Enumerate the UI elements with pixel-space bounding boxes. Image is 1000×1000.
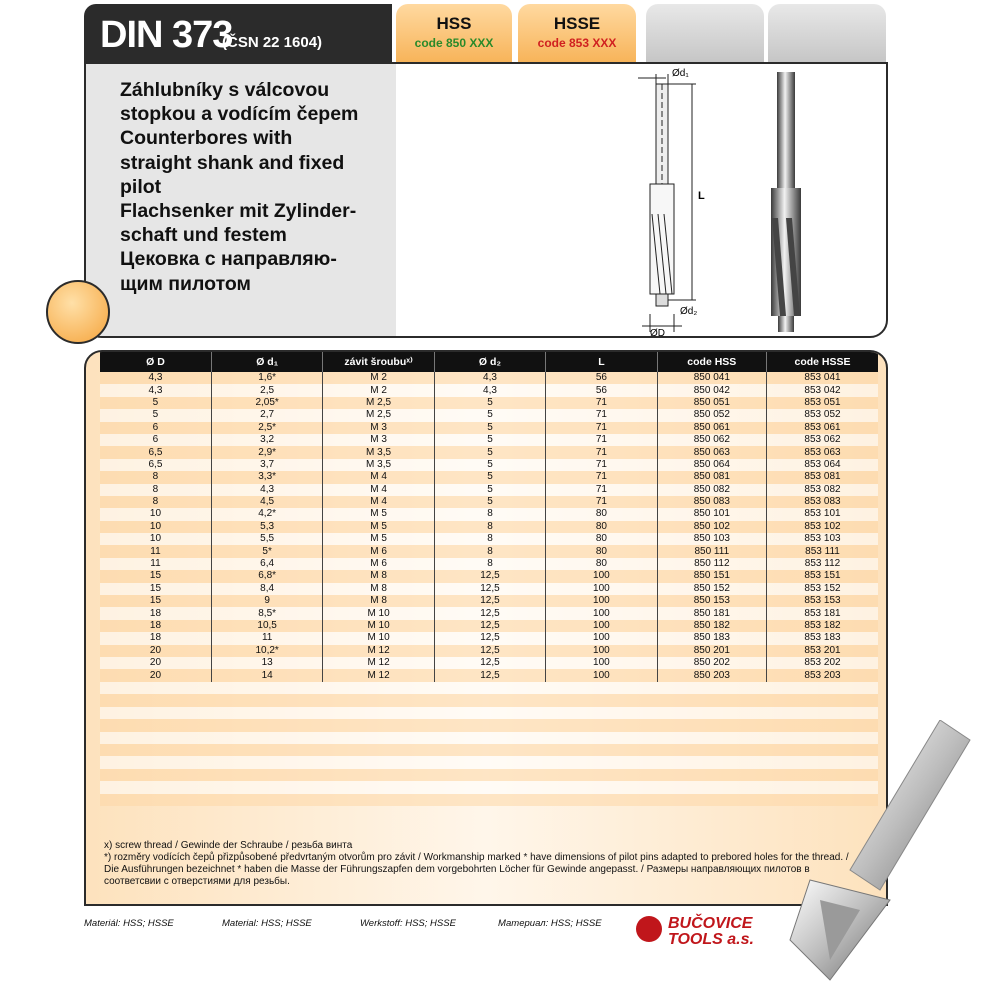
cell-d1: 3,2: [211, 434, 322, 446]
cell-d2: 12,5: [434, 669, 545, 681]
footnote-star-mark: *): [104, 852, 112, 863]
cell-code-hss: 850 041: [657, 372, 766, 384]
cell-d2: 12,5: [434, 632, 545, 644]
table-row: [100, 372, 878, 384]
cell-D: 20: [100, 657, 211, 669]
col-header-L: L: [546, 352, 657, 372]
cell-thread: M 4: [323, 496, 434, 508]
cell-d2: 12,5: [434, 583, 545, 595]
cell-thread: M 3: [323, 434, 434, 446]
cell-d2: 8: [434, 545, 545, 557]
col-header-d2: Ø d₂: [434, 352, 545, 372]
table-row: [100, 434, 878, 446]
table-row: [100, 533, 878, 545]
cell-d2: 5: [434, 397, 545, 409]
cell-code-hsse: 853 041: [767, 372, 878, 384]
cell-thread: M 6: [323, 558, 434, 570]
cell-thread: M 4: [323, 484, 434, 496]
cell-d2: 12,5: [434, 607, 545, 619]
cell-thread: M 3,5: [323, 459, 434, 471]
cell-D: 15: [100, 570, 211, 582]
table-row: [100, 384, 878, 396]
cell-d1: 2,7: [211, 409, 322, 421]
empty-row: [100, 769, 878, 781]
description-line: straight shank and fixed: [120, 151, 345, 174]
cell-d1: 4,2*: [211, 508, 322, 520]
description-line: Flachsenker mit Zylinder-: [120, 200, 357, 223]
cell-L: 71: [546, 409, 657, 421]
cell-d2: 5: [434, 446, 545, 458]
cell-thread: M 10: [323, 607, 434, 619]
cell-thread: M 10: [323, 620, 434, 632]
cell-code-hss: 850 182: [657, 620, 766, 632]
description-line: schaft und festem: [120, 224, 287, 247]
cell-D: 18: [100, 620, 211, 632]
description-panel: [84, 62, 888, 338]
cell-thread: M 6: [323, 545, 434, 557]
cell-code-hsse: 853 042: [767, 384, 878, 396]
cell-thread: M 5: [323, 533, 434, 545]
countersink-tool-illustration: [770, 720, 1000, 1000]
table-row: [100, 657, 878, 669]
cell-d1: 5,5: [211, 533, 322, 545]
cell-d1: 3,3*: [211, 471, 322, 483]
footer-material-de: Werkstoff: HSS; HSSE: [360, 918, 456, 929]
cell-code-hsse: 853 152: [767, 583, 878, 595]
cell-L: 100: [546, 570, 657, 582]
cell-code-hsse: 853 153: [767, 595, 878, 607]
table-row: [100, 632, 878, 644]
cell-code-hsse: 853 051: [767, 397, 878, 409]
table-row: [100, 471, 878, 483]
table-row: [100, 545, 878, 557]
cell-L: 71: [546, 434, 657, 446]
cell-D: 6,5: [100, 446, 211, 458]
cell-code-hss: 850 151: [657, 570, 766, 582]
table-row: [100, 521, 878, 533]
cell-code-hss: 850 112: [657, 558, 766, 570]
logo-line-2: TOOLS a.s.: [668, 931, 754, 948]
tab-empty-2: [768, 4, 886, 62]
cell-L: 71: [546, 446, 657, 458]
cell-d2: 12,5: [434, 570, 545, 582]
table-row: [100, 645, 878, 657]
cell-d1: 4,3: [211, 484, 322, 496]
cell-D: 4,3: [100, 372, 211, 384]
cell-code-hsse: 853 202: [767, 657, 878, 669]
cell-L: 71: [546, 471, 657, 483]
cell-d1: 13: [211, 657, 322, 669]
cell-thread: M 8: [323, 570, 434, 582]
footnote-star-text: rozměry vodících čepů přizpůsobené předvrtaným otvorům pro závit / Workmanship marked * have dimensions of pilot pins adapted to prebored holes for the thread. / Die Ausführungen bezeichnet * haben die Masse der Führungszapfen dem vorgebohrten Löcher für Gewinde angepasst. / Размеры направляющих пилотов в соответсвии с отверстиями для резьбы.: [104, 852, 849, 887]
cell-d2: 12,5: [434, 595, 545, 607]
decorative-orange-circle: [46, 280, 110, 344]
cell-D: 18: [100, 632, 211, 644]
table-row: [100, 583, 878, 595]
empty-row: [100, 694, 878, 706]
cell-thread: M 8: [323, 595, 434, 607]
cell-thread: M 12: [323, 645, 434, 657]
cell-d2: 8: [434, 558, 545, 570]
cell-L: 100: [546, 607, 657, 619]
cell-thread: M 2: [323, 384, 434, 396]
footnote-x-mark: x): [104, 840, 113, 851]
table-row: [100, 570, 878, 582]
col-header-thread: závit šroubuˣ⁾: [323, 352, 434, 372]
page-title: DIN 373: [100, 14, 233, 56]
tab-hss-code: code 850 XXX: [414, 36, 494, 50]
cell-D: 20: [100, 645, 211, 657]
empty-row: [100, 794, 878, 806]
cell-D: 15: [100, 595, 211, 607]
cell-code-hsse: 853 111: [767, 545, 878, 557]
cell-thread: M 3: [323, 422, 434, 434]
empty-row: [100, 744, 878, 756]
cell-L: 80: [546, 558, 657, 570]
cell-code-hss: 850 202: [657, 657, 766, 669]
logo-emblem-icon: [636, 916, 662, 942]
cell-d1: 11: [211, 632, 322, 644]
page-subtitle: (ČSN 22 1604): [222, 34, 323, 51]
empty-row: [100, 719, 878, 731]
table-row: [100, 620, 878, 632]
cell-d1: 8,5*: [211, 607, 322, 619]
cell-code-hss: 850 201: [657, 645, 766, 657]
dim-d2: Ød₂: [680, 306, 698, 317]
cell-code-hsse: 853 083: [767, 496, 878, 508]
cell-L: 80: [546, 545, 657, 557]
cell-D: 6,5: [100, 459, 211, 471]
cell-L: 71: [546, 496, 657, 508]
cell-code-hss: 850 082: [657, 484, 766, 496]
cell-d2: 4,3: [434, 372, 545, 384]
empty-row: [100, 707, 878, 719]
cell-code-hsse: 853 064: [767, 459, 878, 471]
cell-d1: 10,2*: [211, 645, 322, 657]
cell-d1: 4,5: [211, 496, 322, 508]
table-row: [100, 409, 878, 421]
cell-code-hss: 850 063: [657, 446, 766, 458]
cell-d1: 1,6*: [211, 372, 322, 384]
footnote-star: [104, 852, 864, 888]
cell-d2: 5: [434, 471, 545, 483]
col-header-code-hsse: code HSSE: [767, 352, 878, 372]
cell-L: 100: [546, 583, 657, 595]
cell-code-hss: 850 062: [657, 434, 766, 446]
empty-row: [100, 756, 878, 768]
cell-L: 80: [546, 521, 657, 533]
tab-hsse: [518, 4, 636, 62]
cell-d1: 2,9*: [211, 446, 322, 458]
description-line: Counterbores with: [120, 127, 293, 150]
spec-table-body: [100, 372, 878, 682]
table-row: [100, 484, 878, 496]
cell-code-hsse: 853 101: [767, 508, 878, 520]
cell-D: 5: [100, 397, 211, 409]
cell-d2: 5: [434, 459, 545, 471]
cell-code-hsse: 853 201: [767, 645, 878, 657]
cell-D: 4,3: [100, 384, 211, 396]
cell-D: 6: [100, 422, 211, 434]
cell-thread: M 8: [323, 583, 434, 595]
footnotes: [104, 840, 864, 888]
cell-L: 71: [546, 397, 657, 409]
cell-code-hsse: 853 061: [767, 422, 878, 434]
table-header-row: [100, 352, 878, 372]
cell-thread: M 4: [323, 471, 434, 483]
cell-code-hss: 850 203: [657, 669, 766, 681]
cell-d1: 9: [211, 595, 322, 607]
cell-d2: 4,3: [434, 384, 545, 396]
table-row: [100, 422, 878, 434]
cell-code-hss: 850 061: [657, 422, 766, 434]
tab-empty-1: [646, 4, 764, 62]
cell-d2: 5: [434, 409, 545, 421]
cell-thread: M 2,5: [323, 409, 434, 421]
cell-thread: M 10: [323, 632, 434, 644]
cell-d1: 5,3: [211, 521, 322, 533]
cell-d2: 8: [434, 508, 545, 520]
cell-d2: 5: [434, 422, 545, 434]
cell-code-hsse: 853 063: [767, 446, 878, 458]
table-row: [100, 669, 878, 681]
cell-D: 5: [100, 409, 211, 421]
cell-L: 100: [546, 657, 657, 669]
cell-L: 80: [546, 533, 657, 545]
cell-thread: M 3,5: [323, 446, 434, 458]
cell-d1: 6,4: [211, 558, 322, 570]
cell-L: 56: [546, 384, 657, 396]
cell-D: 20: [100, 669, 211, 681]
cell-L: 100: [546, 595, 657, 607]
tab-hss-name: HSS: [436, 14, 472, 33]
logo-line-1: BUČOVICE: [668, 915, 753, 932]
table-row: [100, 595, 878, 607]
cell-code-hsse: 853 182: [767, 620, 878, 632]
cell-d1: 10,5: [211, 620, 322, 632]
footer-material-en: Material: HSS; HSSE: [222, 918, 312, 929]
logo-text: [668, 916, 754, 948]
cell-D: 18: [100, 607, 211, 619]
cell-code-hss: 850 102: [657, 521, 766, 533]
footer-material-cz: Materiál: HSS; HSSE: [84, 918, 174, 929]
cell-L: 71: [546, 459, 657, 471]
cell-code-hss: 850 183: [657, 632, 766, 644]
cell-code-hss: 850 153: [657, 595, 766, 607]
description-line: щим пилотом: [120, 272, 251, 295]
cell-thread: M 2: [323, 372, 434, 384]
title-block: [84, 4, 392, 62]
empty-row: [100, 732, 878, 744]
cell-code-hss: 850 052: [657, 409, 766, 421]
cell-d2: 8: [434, 533, 545, 545]
dim-d1-top: Ød₁: [672, 68, 689, 79]
cell-d1: 2,5*: [211, 422, 322, 434]
cell-D: 11: [100, 545, 211, 557]
cell-d2: 5: [434, 434, 545, 446]
spec-table: [100, 352, 878, 682]
dim-D: ØD: [650, 328, 665, 339]
cell-code-hss: 850 152: [657, 583, 766, 595]
description-line: Záhlubníky s válcovou: [120, 79, 330, 101]
cell-code-hsse: 853 183: [767, 632, 878, 644]
cell-code-hss: 850 064: [657, 459, 766, 471]
cell-d1: 8,4: [211, 583, 322, 595]
cell-D: 8: [100, 471, 211, 483]
cell-code-hss: 850 042: [657, 384, 766, 396]
cell-code-hss: 850 181: [657, 607, 766, 619]
cell-D: 8: [100, 496, 211, 508]
counterbore-photo: [766, 68, 806, 338]
cell-thread: M 12: [323, 657, 434, 669]
cell-D: 10: [100, 521, 211, 533]
spec-table-panel: [84, 350, 888, 906]
description-line: Цековка с направляю-: [120, 248, 337, 271]
cell-thread: M 2,5: [323, 397, 434, 409]
cell-code-hsse: 853 062: [767, 434, 878, 446]
cell-L: 100: [546, 645, 657, 657]
cell-d2: 12,5: [434, 645, 545, 657]
cell-d2: 12,5: [434, 657, 545, 669]
cell-code-hss: 850 083: [657, 496, 766, 508]
description-line: pilot: [120, 175, 162, 198]
cell-d1: 2,05*: [211, 397, 322, 409]
cell-code-hsse: 853 103: [767, 533, 878, 545]
cell-L: 80: [546, 508, 657, 520]
cell-code-hsse: 853 151: [767, 570, 878, 582]
tab-hsse-name: HSSE: [553, 14, 601, 33]
cell-L: 56: [546, 372, 657, 384]
description-line: stopkou a vodícím čepem: [120, 103, 359, 126]
col-header-code-hss: code HSS: [657, 352, 766, 372]
cell-code-hss: 850 103: [657, 533, 766, 545]
col-header-D: Ø D: [100, 352, 211, 372]
cell-D: 11: [100, 558, 211, 570]
cell-d2: 12,5: [434, 620, 545, 632]
footnote-x-text: screw thread / Gewinde der Schraube / резьба винта: [115, 840, 353, 851]
cell-code-hss: 850 101: [657, 508, 766, 520]
description-text: [120, 78, 358, 296]
cell-code-hss: 850 111: [657, 545, 766, 557]
cell-d1: 6,8*: [211, 570, 322, 582]
cell-L: 100: [546, 669, 657, 681]
cell-code-hsse: 853 112: [767, 558, 878, 570]
cell-D: 6: [100, 434, 211, 446]
table-row: [100, 459, 878, 471]
cell-code-hsse: 853 052: [767, 409, 878, 421]
cell-code-hsse: 853 203: [767, 669, 878, 681]
dim-L: L: [698, 190, 705, 202]
cell-D: 15: [100, 583, 211, 595]
cell-D: 8: [100, 484, 211, 496]
cell-L: 100: [546, 620, 657, 632]
cell-code-hsse: 853 081: [767, 471, 878, 483]
tab-hsse-code: code 853 XXX: [537, 36, 617, 50]
cell-d1: 2,5: [211, 384, 322, 396]
cell-thread: M 5: [323, 508, 434, 520]
table-row: [100, 558, 878, 570]
footnote-x: [104, 840, 864, 852]
cell-d2: 5: [434, 484, 545, 496]
cell-L: 71: [546, 484, 657, 496]
cell-d1: 5*: [211, 545, 322, 557]
cell-L: 71: [546, 422, 657, 434]
cell-D: 10: [100, 508, 211, 520]
cell-d1: 3,7: [211, 459, 322, 471]
cell-D: 10: [100, 533, 211, 545]
cell-d1: 14: [211, 669, 322, 681]
col-header-d1: Ø d₁: [211, 352, 322, 372]
table-row: [100, 446, 878, 458]
cell-thread: M 5: [323, 521, 434, 533]
cell-L: 100: [546, 632, 657, 644]
cell-code-hss: 850 051: [657, 397, 766, 409]
table-row: [100, 607, 878, 619]
cell-code-hsse: 853 181: [767, 607, 878, 619]
cell-code-hsse: 853 082: [767, 484, 878, 496]
cell-d2: 8: [434, 521, 545, 533]
empty-row: [100, 781, 878, 793]
table-row: [100, 496, 878, 508]
cell-code-hsse: 853 102: [767, 521, 878, 533]
tab-hss: [396, 4, 512, 62]
cell-d2: 5: [434, 496, 545, 508]
cell-code-hss: 850 081: [657, 471, 766, 483]
cell-thread: M 12: [323, 669, 434, 681]
footer-material-ru: Материал: HSS; HSSE: [498, 918, 602, 929]
empty-row: [100, 682, 878, 694]
table-row: [100, 397, 878, 409]
table-row: [100, 508, 878, 520]
